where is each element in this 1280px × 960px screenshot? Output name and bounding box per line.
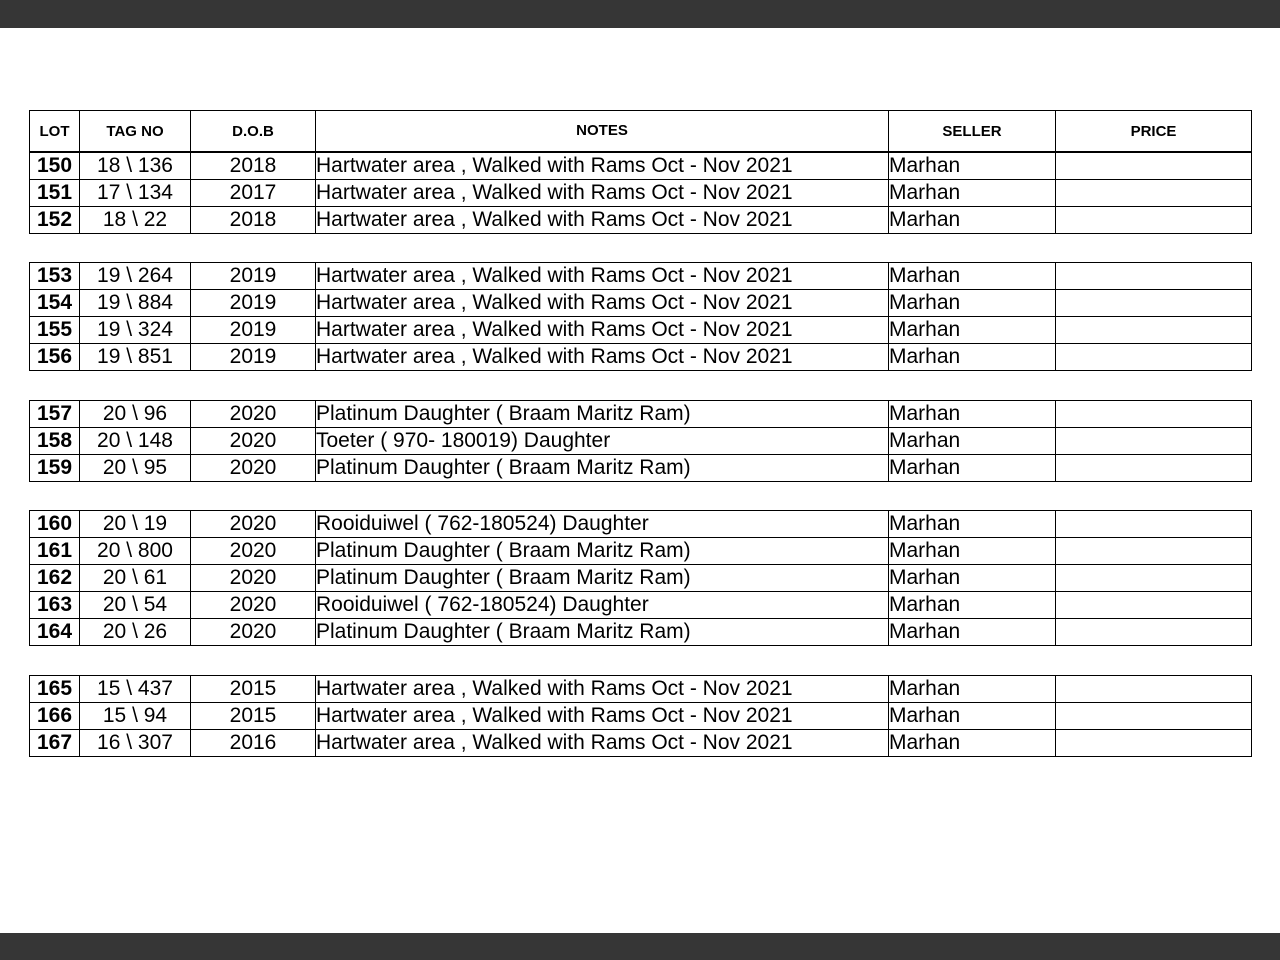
cell-price — [1056, 180, 1252, 207]
cell-dob: 2020 — [191, 511, 316, 538]
table-row — [30, 263, 1252, 290]
cell-price — [1056, 455, 1252, 482]
cell-dob: 2019 — [191, 263, 316, 290]
table-row — [30, 592, 1252, 619]
cell-dob: 2020 — [191, 538, 316, 565]
cell-lot: 166 — [30, 703, 80, 730]
cell-seller: Marhan — [889, 730, 1056, 757]
header-price: PRICE — [1056, 111, 1252, 152]
cell-notes: Platinum Daughter ( Braam Maritz Ram) — [316, 401, 889, 428]
cell-notes: Hartwater area , Walked with Rams Oct - Nov 2021 — [316, 317, 889, 344]
cell-dob: 2020 — [191, 592, 316, 619]
table-row — [30, 730, 1252, 757]
cell-notes: Platinum Daughter ( Braam Maritz Ram) — [316, 619, 889, 646]
cell-lot: 162 — [30, 565, 80, 592]
cell-price — [1056, 428, 1252, 455]
cell-dob: 2019 — [191, 344, 316, 371]
cell-lot: 161 — [30, 538, 80, 565]
cell-tag: 19 \ 851 — [80, 344, 191, 371]
cell-notes: Platinum Daughter ( Braam Maritz Ram) — [316, 538, 889, 565]
cell-price — [1056, 263, 1252, 290]
cell-seller: Marhan — [889, 511, 1056, 538]
cell-tag: 19 \ 264 — [80, 263, 191, 290]
cell-lot: 153 — [30, 263, 80, 290]
cell-seller: Marhan — [889, 153, 1056, 180]
cell-notes: Hartwater area , Walked with Rams Oct - Nov 2021 — [316, 153, 889, 180]
cell-seller: Marhan — [889, 592, 1056, 619]
table-row — [30, 290, 1252, 317]
cell-dob: 2020 — [191, 619, 316, 646]
cell-price — [1056, 401, 1252, 428]
header-row — [30, 111, 1252, 152]
cell-tag: 18 \ 136 — [80, 153, 191, 180]
cell-dob: 2020 — [191, 401, 316, 428]
lot-group-table — [29, 510, 1252, 646]
header-tag-no: TAG NO — [80, 111, 191, 152]
cell-seller: Marhan — [889, 428, 1056, 455]
cell-dob: 2020 — [191, 565, 316, 592]
table-row — [30, 401, 1252, 428]
header-dob: D.O.B — [191, 111, 316, 152]
cell-lot: 154 — [30, 290, 80, 317]
table-row — [30, 565, 1252, 592]
cell-notes: Platinum Daughter ( Braam Maritz Ram) — [316, 455, 889, 482]
cell-lot: 151 — [30, 180, 80, 207]
cell-lot: 155 — [30, 317, 80, 344]
cell-price — [1056, 676, 1252, 703]
header-lot: LOT — [30, 111, 80, 152]
cell-price — [1056, 565, 1252, 592]
cell-lot: 160 — [30, 511, 80, 538]
cell-notes: Rooiduiwel ( 762-180524) Daughter — [316, 592, 889, 619]
cell-seller: Marhan — [889, 401, 1056, 428]
cell-notes: Hartwater area , Walked with Rams Oct - Nov 2021 — [316, 703, 889, 730]
cell-price — [1056, 511, 1252, 538]
table-row — [30, 703, 1252, 730]
cell-notes: Rooiduiwel ( 762-180524) Daughter — [316, 511, 889, 538]
cell-dob: 2020 — [191, 455, 316, 482]
cell-notes: Hartwater area , Walked with Rams Oct - Nov 2021 — [316, 180, 889, 207]
cell-dob: 2018 — [191, 153, 316, 180]
cell-dob: 2015 — [191, 703, 316, 730]
cell-tag: 20 \ 96 — [80, 401, 191, 428]
cell-price — [1056, 703, 1252, 730]
cell-lot: 164 — [30, 619, 80, 646]
cell-notes: Hartwater area , Walked with Rams Oct - Nov 2021 — [316, 290, 889, 317]
cell-price — [1056, 317, 1252, 344]
table-row — [30, 153, 1252, 180]
cell-tag: 20 \ 61 — [80, 565, 191, 592]
table-row — [30, 428, 1252, 455]
header-seller: SELLER — [889, 111, 1056, 152]
table-row — [30, 455, 1252, 482]
cell-seller: Marhan — [889, 290, 1056, 317]
cell-notes: Hartwater area , Walked with Rams Oct - Nov 2021 — [316, 263, 889, 290]
cell-seller: Marhan — [889, 207, 1056, 234]
cell-seller: Marhan — [889, 565, 1056, 592]
cell-dob: 2016 — [191, 730, 316, 757]
cell-price — [1056, 538, 1252, 565]
cell-dob: 2015 — [191, 676, 316, 703]
cell-lot: 167 — [30, 730, 80, 757]
cell-dob: 2018 — [191, 207, 316, 234]
cell-tag: 16 \ 307 — [80, 730, 191, 757]
cell-notes: Hartwater area , Walked with Rams Oct - Nov 2021 — [316, 730, 889, 757]
cell-price — [1056, 619, 1252, 646]
cell-seller: Marhan — [889, 180, 1056, 207]
cell-lot: 159 — [30, 455, 80, 482]
cell-dob: 2017 — [191, 180, 316, 207]
cell-tag: 20 \ 95 — [80, 455, 191, 482]
cell-price — [1056, 290, 1252, 317]
cell-lot: 152 — [30, 207, 80, 234]
cell-notes: Platinum Daughter ( Braam Maritz Ram) — [316, 565, 889, 592]
lot-group-table — [29, 262, 1252, 371]
cell-tag: 20 \ 800 — [80, 538, 191, 565]
cell-price — [1056, 207, 1252, 234]
cell-lot: 157 — [30, 401, 80, 428]
cell-lot: 150 — [30, 153, 80, 180]
table-row — [30, 511, 1252, 538]
lot-group-table — [29, 400, 1252, 482]
cell-seller: Marhan — [889, 538, 1056, 565]
table-row — [30, 538, 1252, 565]
cell-price — [1056, 153, 1252, 180]
header-notes: NOTES — [316, 111, 889, 152]
cell-price — [1056, 592, 1252, 619]
viewer-top-bar — [0, 0, 1280, 28]
lot-header-table — [29, 110, 1252, 152]
cell-dob: 2019 — [191, 317, 316, 344]
table-row — [30, 317, 1252, 344]
cell-seller: Marhan — [889, 263, 1056, 290]
viewer-bottom-bar — [0, 933, 1280, 960]
cell-tag: 18 \ 22 — [80, 207, 191, 234]
cell-lot: 163 — [30, 592, 80, 619]
cell-tag: 20 \ 26 — [80, 619, 191, 646]
cell-seller: Marhan — [889, 619, 1056, 646]
table-row — [30, 180, 1252, 207]
cell-tag: 20 \ 54 — [80, 592, 191, 619]
cell-tag: 15 \ 437 — [80, 676, 191, 703]
cell-notes: Hartwater area , Walked with Rams Oct - Nov 2021 — [316, 207, 889, 234]
lot-group-table — [29, 152, 1252, 234]
cell-dob: 2019 — [191, 290, 316, 317]
table-row — [30, 676, 1252, 703]
cell-lot: 158 — [30, 428, 80, 455]
cell-seller: Marhan — [889, 703, 1056, 730]
cell-seller: Marhan — [889, 455, 1056, 482]
cell-seller: Marhan — [889, 317, 1056, 344]
cell-tag: 15 \ 94 — [80, 703, 191, 730]
cell-tag: 17 \ 134 — [80, 180, 191, 207]
cell-seller: Marhan — [889, 344, 1056, 371]
cell-notes: Toeter ( 970- 180019) Daughter — [316, 428, 889, 455]
cell-lot: 156 — [30, 344, 80, 371]
cell-tag: 19 \ 884 — [80, 290, 191, 317]
cell-tag: 19 \ 324 — [80, 317, 191, 344]
table-row — [30, 207, 1252, 234]
cell-tag: 20 \ 19 — [80, 511, 191, 538]
cell-tag: 20 \ 148 — [80, 428, 191, 455]
cell-seller: Marhan — [889, 676, 1056, 703]
cell-price — [1056, 344, 1252, 371]
table-row — [30, 619, 1252, 646]
lot-group-table — [29, 675, 1252, 757]
cell-price — [1056, 730, 1252, 757]
table-row — [30, 344, 1252, 371]
cell-lot: 165 — [30, 676, 80, 703]
cell-notes: Hartwater area , Walked with Rams Oct - Nov 2021 — [316, 676, 889, 703]
cell-dob: 2020 — [191, 428, 316, 455]
cell-notes: Hartwater area , Walked with Rams Oct - Nov 2021 — [316, 344, 889, 371]
